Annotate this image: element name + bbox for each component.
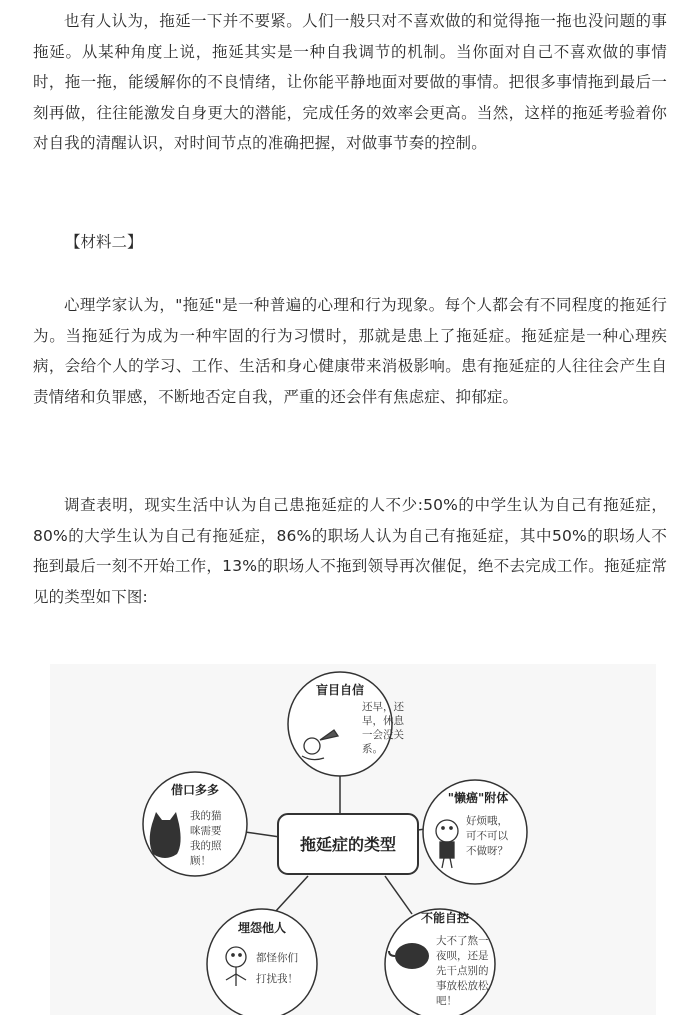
bubble-line: 都怪你们 (256, 952, 298, 964)
connector-bottom-right (385, 876, 412, 914)
type-label: "懒癌"附体 (447, 791, 509, 805)
type-label: 盲目自信 (315, 683, 365, 697)
bubble-line: 一会没关 (362, 729, 404, 741)
paragraph-3: 调查表明，现实生活中认为自己患拖延症的人不少:50%的中学生认为自己有拖延症，80%的大学生认为自己有拖延症，86%的职场人认为自己有拖延症，其中50%的职场人不拖到最后一刻不开始工作，13%的职场人不拖到领导再次催促，绝不去完成工作。拖延症常见的类型如下图: (33, 496, 667, 606)
center-label: 拖延症的类型 (299, 835, 397, 854)
bubble-line: 咪需要 (190, 825, 222, 837)
type-circle-overconfident (288, 672, 404, 776)
bubble-line: 早，休息 (362, 715, 404, 727)
type-circle-blame-others (207, 909, 317, 1015)
bubble-line: 不做呀？ (466, 845, 508, 857)
type-label: 埋怨他人 (237, 921, 287, 935)
bubble-line: 大不了熬一 (436, 935, 489, 947)
procrastination-types-diagram (50, 664, 656, 1015)
type-circle-excuses (143, 772, 247, 876)
bubble-line: 事放松放松 (436, 980, 489, 992)
bubble-line: 我的猫 (190, 810, 222, 822)
bubble-line: 还早，还 (362, 701, 404, 713)
type-label: 借口多多 (170, 783, 220, 797)
type-circle-no-self-control (385, 909, 495, 1015)
bubble-line: 夜呗，还是 (436, 950, 489, 962)
bubble-line: 系。 (362, 743, 383, 755)
paragraph-1: 也有人认为，拖延一下并不要紧。人们一般只对不喜欢做的和觉得拖一拖也没问题的事拖延。从某种角度上说，拖延其实是一种自我调节的机制。当你面对自己不喜欢做的事情时，拖一拖，能缓解你的不良情绪，让你能平静地面对要做的事情。把很多事情拖到最后一刻再做，往往能激发自身更大的潜能，完成任务的效率会更高。当然，这样的拖延考验着你对自我的清醒认识，对时间节点的准确把握，对做事节奏的控制。 (33, 12, 667, 152)
bubble-line: 先干点别的 (436, 965, 489, 977)
type-label: 不能自控 (420, 911, 470, 925)
bubble-line: 顾！ (190, 855, 211, 867)
bubble-line: 好烦哦， (466, 815, 508, 827)
section-heading: 【材料二】 (65, 233, 143, 251)
connector-bottom-left (275, 876, 308, 912)
type-circle-lazy (423, 780, 527, 884)
diagram-svg (50, 664, 656, 1015)
bubble-line: 我的照 (190, 840, 222, 852)
bubble-line: 打扰我！ (256, 973, 298, 985)
bubble-line: 吧！ (436, 995, 457, 1007)
paragraph-2: 心理学家认为，"拖延"是一种普遍的心理和行为现象。每个人都会有不同程度的拖延行为。当拖延行为成为一种牢固的行为习惯时，那就是患上了拖延症。拖延症是一种心理疾病，会给个人的学习、工作、生活和身心健康带来消极影响。患有拖延症的人往往会产生自责情绪和负罪感，不断地否定自我，严重的还会伴有焦虑症、抑郁症。 (33, 296, 667, 406)
connector-left (245, 832, 280, 837)
bubble-line: 可不可以 (466, 830, 508, 842)
